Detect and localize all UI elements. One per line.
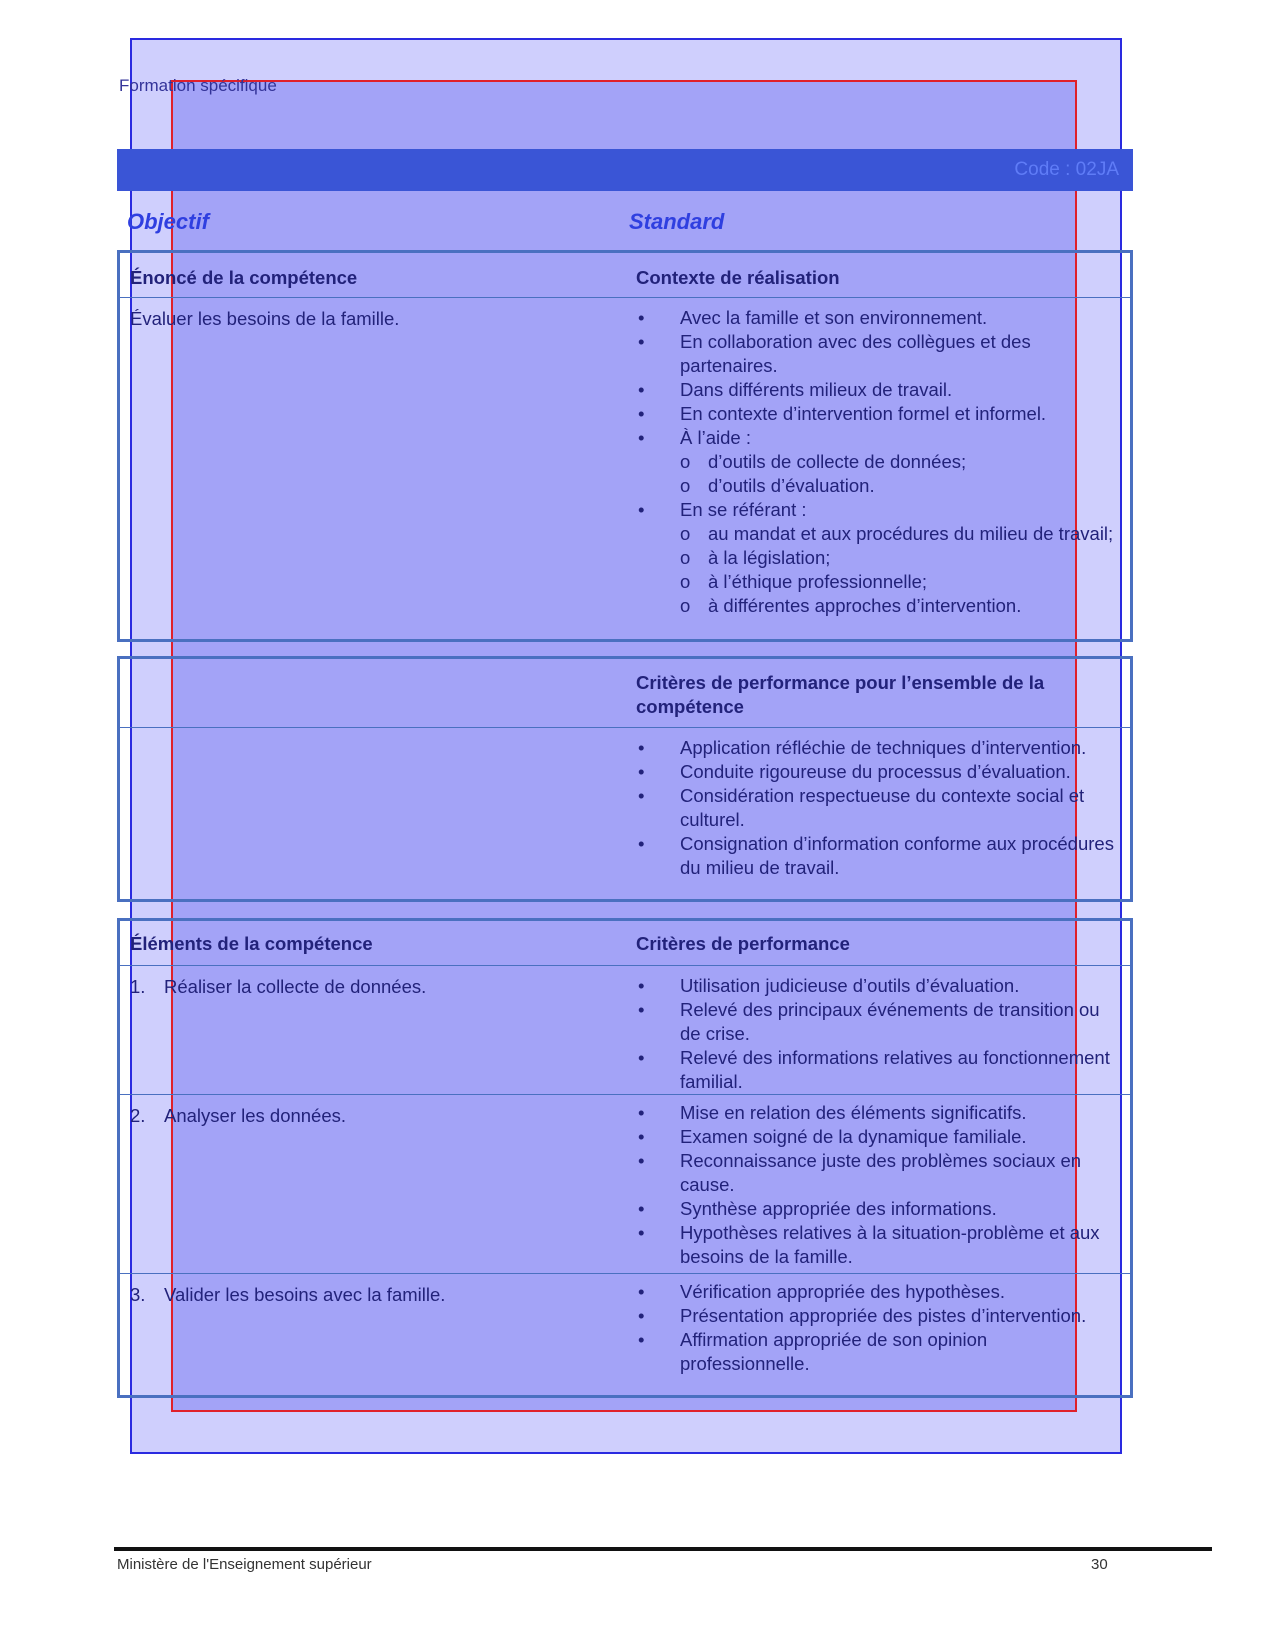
context-item-referant (636, 498, 1116, 618)
program-code: Code : 02JA (1014, 159, 1119, 180)
criterion-item: • Synthèse appropriée des informations. (636, 1197, 1116, 1221)
objectif-heading: Objectif (127, 209, 209, 234)
competence-section (117, 250, 1133, 642)
element-text (130, 1284, 610, 1306)
element-label: Analyser les données. (164, 1105, 347, 1126)
sub-item: o à la législation; (680, 546, 1116, 570)
section3-header (120, 921, 1130, 966)
element-text (130, 1105, 610, 1127)
section2-header (120, 659, 1130, 728)
element-number: 3. (130, 1284, 146, 1305)
criterion-item: • Consignation d’information conforme aux procédures du milieu de travail. (636, 832, 1116, 880)
footer-ministry: Ministère de l'Enseignement supérieur (117, 1556, 372, 1573)
criterion-item: • Considération respectueuse du contexte social et culturel. (636, 784, 1116, 832)
sub-item: o à l’éthique professionnelle; (680, 570, 1116, 594)
sub-item: o à différentes approches d’intervention. (680, 594, 1116, 618)
overall-criteria-heading: Critères de performance pour l’ensemble de la compétence (636, 672, 1045, 717)
context-list (636, 306, 1116, 618)
element-criteria (636, 1280, 1116, 1376)
context-item: • Avec la famille et son environnement. (636, 306, 1116, 330)
context-item-label: En se référant : (680, 499, 807, 520)
criterion-item: • Relevé des informations relatives au fonctionnement familial. (636, 1046, 1116, 1094)
element-criteria (636, 1101, 1116, 1269)
element-label: Valider les besoins avec la famille. (164, 1284, 446, 1305)
element-criteria (636, 974, 1116, 1094)
criterion-item: • Conduite rigoureuse du processus d’évaluation. (636, 760, 1116, 784)
section1-header (120, 253, 1130, 298)
element-number: 2. (130, 1105, 146, 1126)
criterion-item: • Présentation appropriée des pistes d’intervention. (636, 1304, 1116, 1328)
criterion-item: • Examen soigné de la dynamique familiale. (636, 1125, 1116, 1149)
competence-statement: Évaluer les besoins de la famille. (130, 308, 400, 329)
context-item: • En collaboration avec des collègues et des partenaires. (636, 330, 1116, 378)
criterion-item: • Affirmation appropriée de son opinion professionnelle. (636, 1328, 1116, 1376)
footer-rule (114, 1547, 1212, 1551)
element-row-3 (120, 1274, 1130, 1394)
element-text (130, 976, 610, 998)
element-number: 1. (130, 976, 146, 997)
criterion-item: • Mise en relation des éléments significatifs. (636, 1101, 1116, 1125)
criterion-item: • Application réfléchie de techniques d’intervention. (636, 736, 1116, 760)
sub-item: o d’outils d’évaluation. (680, 474, 1116, 498)
section1-body (120, 298, 1130, 638)
context-item-label: À l’aide : (680, 427, 751, 448)
criterion-item: • Reconnaissance juste des problèmes sociaux en cause. (636, 1149, 1116, 1197)
standard-heading: Standard (629, 209, 725, 234)
context-item-aide (636, 426, 1116, 498)
sub-item: o au mandat et aux procédures du milieu de travail; (680, 522, 1116, 546)
enonce-heading: Énoncé de la compétence (130, 267, 358, 288)
criteria-heading: Critères de performance (636, 933, 850, 954)
overall-criteria-list (636, 736, 1116, 880)
criterion-item: • Relevé des principaux événements de transition ou de crise. (636, 998, 1116, 1046)
criterion-item: • Vérification appropriée des hypothèses. (636, 1280, 1116, 1304)
element-label: Réaliser la collecte de données. (164, 976, 427, 997)
code-bar (117, 149, 1133, 191)
element-row-1 (120, 966, 1130, 1095)
criterion-item: • Hypothèses relatives à la situation-problème et aux besoins de la famille. (636, 1221, 1116, 1269)
element-row-2 (120, 1095, 1130, 1274)
context-item: • Dans différents milieux de travail. (636, 378, 1116, 402)
header-label: Formation spécifique (119, 76, 277, 95)
contexte-heading: Contexte de réalisation (636, 267, 840, 288)
performance-overall-section (117, 656, 1133, 902)
criterion-item: • Utilisation judicieuse d’outils d’évaluation. (636, 974, 1116, 998)
sub-item: o d’outils de collecte de données; (680, 450, 1116, 474)
elements-section (117, 918, 1133, 1398)
elements-heading: Éléments de la compétence (130, 933, 373, 954)
section2-body (120, 728, 1130, 898)
context-item: • En contexte d’intervention formel et informel. (636, 402, 1116, 426)
page-number: 30 (1091, 1556, 1108, 1573)
